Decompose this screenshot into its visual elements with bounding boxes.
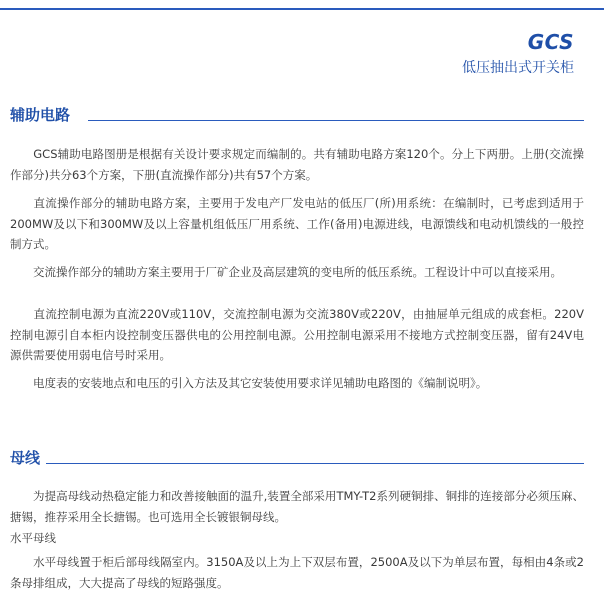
section-rule-auxiliary-circuit — [88, 120, 584, 121]
header-top-rule — [0, 8, 604, 10]
paragraph-dc-operation: 直流操作部分的辅助电路方案，主要用于发电产厂发电站的低压厂(所)用系统：在编制时，已考虑到适用于200MW及以下和300MW及以上容量机组低压厂用系统、工作(备用)电源进线，电源馈线和电动机馈线的一般控制方式。 — [10, 196, 584, 251]
brand-subtitle: 低压抽出式开关柜 — [462, 60, 574, 76]
section-heading-auxiliary-circuit: 辅助电路 — [10, 106, 71, 124]
section-heading-busbar: 母线 — [10, 449, 41, 467]
brand-title: GCS — [527, 30, 574, 54]
paragraph-control-power: 直流控制电源为直流220V或110V，交流控制电源为交流380V或220V，由抽屉单元组成的成套柜。220V控制电源引自本柜内设控制变压器供电的公用控制电源。公用控制电源采用不接地方式控制变压器，留有24V电源供需要使用弱电信号时采用。 — [10, 307, 584, 362]
paragraph-ac-operation: 交流操作部分的辅助方案主要用于厂矿企业及高层建筑的变电所的低压系统。工程设计中可以直接采用。 — [10, 265, 562, 279]
paragraph-busbar-intro: 为提高母线动热稳定能力和改善接触面的温升,装置全部采用TMY-T2系列硬铜排、铜排的连接部分必须压麻、搪锡，推荐采用全长搪锡。也可选用全长镀银铜母线。 — [10, 489, 584, 524]
paragraph-intro: GCS辅助电路图册是根据有关设计要求规定而编制的。共有辅助电路方案120个。分上下两册。上册(交流操作部分)共分63个方案，下册(直流操作部分)共有57个方案。 — [10, 147, 584, 182]
paragraph-meter-install: 电度表的安装地点和电压的引入方法及其它安装使用要求详见辅助电路图的《编制说明》。 — [10, 376, 488, 390]
subheading-horizontal-busbar: 水平母线 — [10, 531, 56, 545]
paragraph-horizontal-busbar: 水平母线置于柜后部母线隔室内。3150A及以上为上下双层布置，2500A及以下为单层布置，每相由4条或2条母排组成，大大提高了母线的短路强度。 — [10, 555, 584, 590]
section-rule-busbar — [46, 463, 584, 464]
